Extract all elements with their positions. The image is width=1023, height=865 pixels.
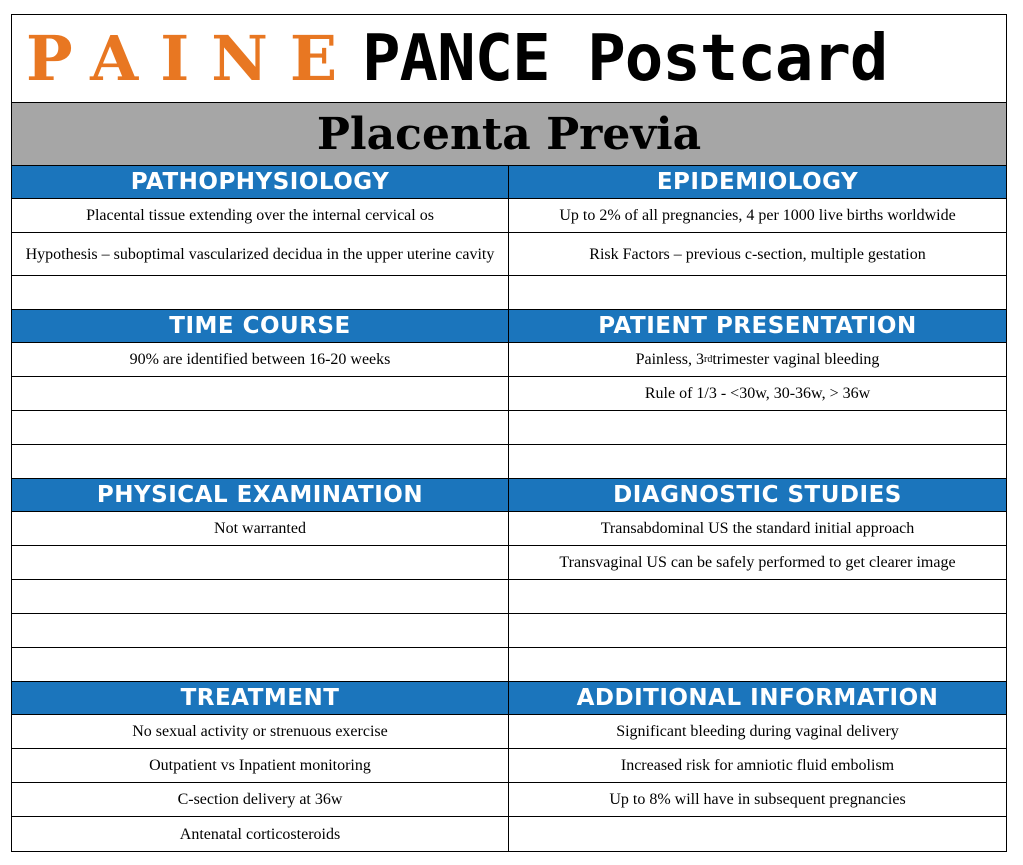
physical-examination-heading: PHYSICAL EXAMINATION <box>12 479 509 511</box>
section-header-row <box>12 479 1006 512</box>
diagnostic-studies-heading: DIAGNOSTIC STUDIES <box>509 479 1006 511</box>
table-row <box>12 546 1006 580</box>
treatment-item: Outpatient vs Inpatient monitoring <box>12 749 509 782</box>
patient-presentation-text-post: trimester vaginal bleeding <box>712 351 880 368</box>
postcard <box>11 14 1007 852</box>
epidemiology-heading: EPIDEMIOLOGY <box>509 166 1006 198</box>
topic-title: Placenta Previa <box>12 103 1006 166</box>
table-row <box>12 512 1006 546</box>
treatment-heading: TREATMENT <box>12 682 509 714</box>
patient-presentation-item <box>509 445 1006 478</box>
additional-information-heading: ADDITIONAL INFORMATION <box>509 682 1006 714</box>
time-course-item <box>12 411 509 444</box>
additional-information-item <box>509 817 1006 851</box>
physical-examination-item: Not warranted <box>12 512 509 545</box>
table-row <box>12 783 1006 817</box>
postcard-header <box>12 15 1006 103</box>
table-row <box>12 580 1006 614</box>
table-row <box>12 411 1006 445</box>
patient-presentation-item: Rule of 1/3 - <30w, 30-36w, > 36w <box>644 385 871 402</box>
pathophysiology-item: Hypothesis – suboptimal vascularized decidua in the upper uterine cavity <box>12 233 509 275</box>
table-row <box>12 648 1006 682</box>
physical-examination-item <box>12 648 509 681</box>
time-course-heading: TIME COURSE <box>12 310 509 342</box>
brand-logo-text: PAINE <box>26 22 360 95</box>
diagnostic-studies-item: Transvaginal US can be safely performed to get clearer image <box>559 554 956 571</box>
patient-presentation-item <box>509 411 1006 444</box>
pathophysiology-item: Placental tissue extending over the internal cervical os <box>12 199 509 232</box>
table-row <box>12 715 1006 749</box>
treatment-item: C-section delivery at 36w <box>12 783 509 816</box>
page-title: PANCE Postcard <box>362 22 888 96</box>
time-course-item: 90% are identified between 16-20 weeks <box>12 343 509 376</box>
additional-information-item: Increased risk for amniotic fluid embolism <box>620 757 895 774</box>
diagnostic-studies-item <box>509 580 1006 613</box>
patient-presentation-heading: PATIENT PRESENTATION <box>509 310 1006 342</box>
patient-presentation-text-pre: Painless, 3 <box>635 351 705 368</box>
physical-examination-item <box>12 614 509 647</box>
table-row <box>12 749 1006 783</box>
section-header-row <box>12 166 1006 199</box>
diagnostic-studies-item: Transabdominal US the standard initial approach <box>600 520 915 537</box>
pathophysiology-item <box>12 276 509 309</box>
pathophysiology-heading: PATHOPHYSIOLOGY <box>12 166 509 198</box>
additional-information-item: Up to 8% will have in subsequent pregnancies <box>609 791 906 808</box>
table-row <box>12 343 1006 377</box>
physical-examination-item <box>12 580 509 613</box>
table-row <box>12 614 1006 648</box>
table-row <box>12 199 1006 233</box>
table-row <box>12 377 1006 411</box>
diagnostic-studies-item <box>509 648 1006 681</box>
section-header-row <box>12 310 1006 343</box>
diagnostic-studies-item <box>509 614 1006 647</box>
physical-examination-item <box>12 546 509 579</box>
epidemiology-item <box>509 276 1006 309</box>
epidemiology-item: Up to 2% of all pregnancies, 4 per 1000 live births worldwide <box>559 207 956 224</box>
patient-presentation-item: Painless, 3 rd trimester vaginal bleeding <box>635 351 880 368</box>
treatment-item: No sexual activity or strenuous exercise <box>12 715 509 748</box>
section-header-row <box>12 682 1006 715</box>
time-course-item <box>12 445 509 478</box>
table-row <box>12 817 1006 851</box>
epidemiology-item: Risk Factors – previous c-section, multiple gestation <box>589 245 926 263</box>
table-row <box>12 276 1006 310</box>
table-row <box>12 445 1006 479</box>
table-row <box>12 233 1006 276</box>
additional-information-item: Significant bleeding during vaginal delivery <box>616 723 899 740</box>
content-grid <box>12 166 1006 851</box>
treatment-item: Antenatal corticosteroids <box>12 817 509 851</box>
time-course-item <box>12 377 509 410</box>
